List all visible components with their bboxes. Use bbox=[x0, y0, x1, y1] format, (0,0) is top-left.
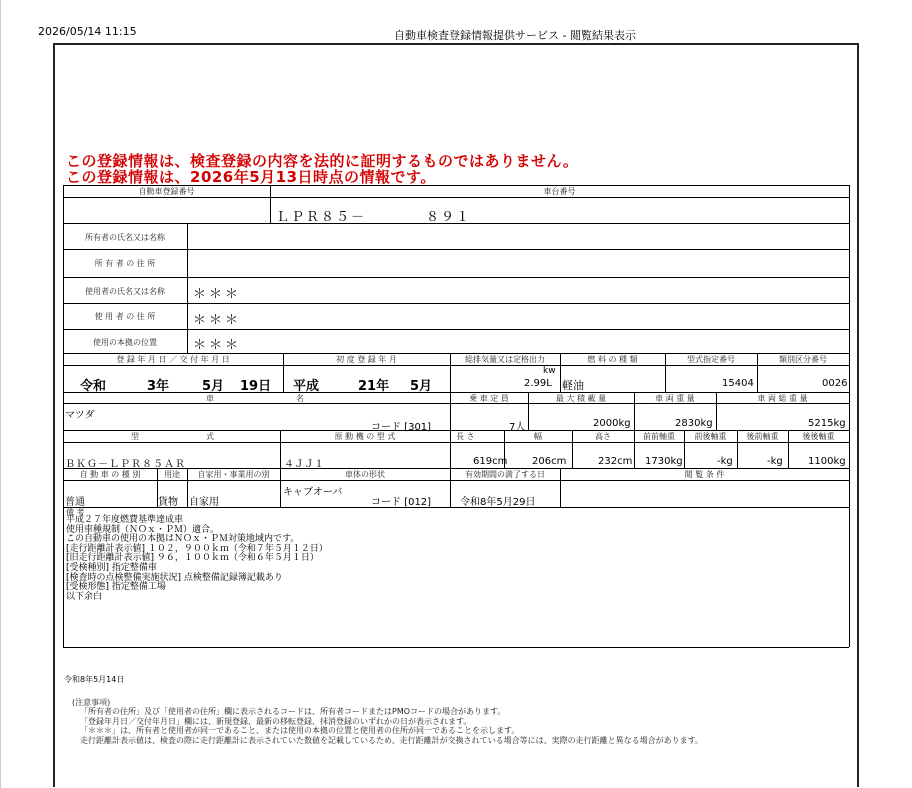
first-reg-month: 5月 bbox=[410, 379, 433, 394]
rr-axle-value: 1100kg bbox=[808, 456, 846, 467]
caution-line: 「所有者の住所」及び「使用者の住所」欄に表示されるコードは、所有者コードまたはPMOコードの場合があります。 bbox=[80, 707, 506, 717]
label-first-reg: 初 度 登 録 年 月 bbox=[336, 355, 397, 364]
label-ff-axle: 前前軸重 bbox=[643, 432, 675, 441]
remarks-line: 使用車種規制（ＮＯｘ・ＰＭ）適合。 bbox=[66, 524, 220, 535]
label-fuel: 燃 料 の 種 類 bbox=[587, 355, 638, 364]
body-value: キャブオーバ bbox=[283, 487, 343, 498]
remarks-line: [受検種別] 指定整備車 bbox=[66, 562, 157, 573]
issue-date: 令和8年5月14日 bbox=[64, 675, 125, 684]
caution-title: (注意事項) bbox=[72, 698, 111, 707]
user-addr-value: ＊＊＊ bbox=[193, 313, 242, 328]
first-reg-year: 21年 bbox=[358, 379, 390, 394]
name-code-value: コード [301] bbox=[371, 422, 432, 433]
label-max-load: 最 大 積 載 量 bbox=[555, 394, 607, 403]
caution-line: 走行距離計表示値は、検査の際に走行距離計に表示されていた数値を記載しているため、走行距離計が交換されている場合等には、実際の走行距離と異なる場合があります。 bbox=[80, 735, 704, 745]
label-view: 閲 覧 条 件 bbox=[684, 470, 725, 479]
label-owner-name: 所有者の氏名又は名称 bbox=[85, 233, 165, 242]
page-edge bbox=[0, 0, 1, 788]
remarks-line: [受検形態] 指定整備工場 bbox=[66, 582, 166, 593]
displacement-unit: kw bbox=[543, 366, 556, 376]
remarks-line: この自動車の使用の本拠はＮＯｘ・ＰＭ対策地域内です。 bbox=[66, 534, 300, 545]
height-value: 232cm bbox=[598, 456, 633, 467]
label-remarks: 備 考 bbox=[66, 508, 85, 517]
max-load-value: 2000kg bbox=[593, 418, 631, 429]
car-kind-value: 普通 bbox=[65, 497, 85, 508]
remarks-line: [検査時の点検整備実施状況] 点検整備記録簿記載あり bbox=[66, 572, 283, 583]
class-no-value: 0026 bbox=[822, 378, 848, 389]
maker-value: マツダ bbox=[65, 410, 95, 421]
weight-value: 2830kg bbox=[675, 418, 713, 429]
label-reg-no: 自動車登録番号 bbox=[138, 187, 195, 196]
remarks-line: 平成２７年度燃費基準達成車 bbox=[66, 515, 184, 525]
length-value: 619cm bbox=[473, 456, 508, 467]
label-length: 長 さ bbox=[456, 432, 475, 441]
model-value: ＢＫＧ－ＬＰＲ８５ＡＲ bbox=[65, 459, 186, 470]
remarks-line: 以下余白 bbox=[66, 591, 103, 602]
warning-legal: この登録情報は、検査登録の内容を法的に証明するものではありません。 bbox=[66, 152, 579, 170]
label-reg-date: 登 録 年 月 日 ／ 交 付 年 月 日 bbox=[116, 355, 230, 364]
label-gross-weight: 車 両 総 重 量 bbox=[757, 394, 808, 403]
reg-era: 令和 bbox=[80, 379, 107, 394]
label-fr-axle: 前後軸重 bbox=[694, 432, 727, 441]
capacity-value: 7人 bbox=[509, 422, 526, 433]
label-body: 車体の形状 bbox=[345, 470, 385, 479]
remarks-list bbox=[66, 516, 328, 602]
caution-line: 「登録年月日／交付年月日」欄には、新規登録、最新の移転登録、抹消登録のいずれかの日が表示されます。 bbox=[80, 716, 472, 726]
label-width: 幅 bbox=[534, 432, 542, 441]
cautions bbox=[72, 698, 703, 745]
label-private-biz: 自家用・事業用の別 bbox=[197, 470, 270, 479]
label-user-addr: 使 用 者 の 住 所 bbox=[94, 312, 156, 321]
label-expiry: 有効期間の満了する日 bbox=[465, 470, 545, 479]
fr-axle-value: -kg bbox=[717, 456, 733, 467]
label-model-2: 式 bbox=[206, 432, 214, 441]
label-class-no: 類別区分番号 bbox=[779, 355, 827, 364]
label-capacity: 乗 車 定 員 bbox=[469, 394, 509, 403]
width-value: 206cm bbox=[532, 456, 567, 467]
body-code-value: コード [012] bbox=[371, 497, 432, 508]
label-rr-axle: 後後軸重 bbox=[802, 432, 835, 441]
displacement-value: 2.99L bbox=[524, 378, 552, 389]
reg-no-value: ＬＰＲ８５－ ８９１ bbox=[276, 210, 472, 225]
label-rf-axle: 後前軸重 bbox=[746, 432, 779, 441]
label-car: 車 bbox=[206, 394, 214, 403]
label-engine: 原 動 機 の 型 式 bbox=[334, 432, 396, 441]
label-name: 名 bbox=[296, 394, 304, 403]
label-model: 型 bbox=[131, 432, 139, 441]
private-biz-value: 自家用 bbox=[189, 497, 219, 508]
type-no-value: 15404 bbox=[722, 378, 754, 389]
label-base-location: 使用の本拠の位置 bbox=[93, 338, 157, 347]
rf-axle-value: -kg bbox=[767, 456, 783, 467]
caution-line: 「＊＊＊」は、所有者と使用者が同一であること、または使用の本拠の位置と使用者の住所が同一であることを示します。 bbox=[80, 726, 520, 736]
label-displacement: 総排気量又は定格出力 bbox=[465, 355, 545, 364]
fuel-value: 軽油 bbox=[562, 379, 584, 392]
label-use: 用途 bbox=[164, 470, 180, 479]
user-name-value: ＊＊＊ bbox=[193, 287, 242, 302]
warning-date: この登録情報は、2026年5月13日時点の情報です。 bbox=[66, 168, 436, 186]
expiry-value: 令和8年5月29日 bbox=[460, 497, 536, 508]
label-chassis-no: 車台番号 bbox=[543, 187, 576, 196]
label-car-kind: 自 動 車 の 種 別 bbox=[79, 470, 141, 479]
label-weight: 車 両 重 量 bbox=[655, 394, 695, 403]
reg-month: 5月 bbox=[202, 379, 225, 394]
use-value: 貨物 bbox=[158, 497, 178, 508]
label-type-no: 型式指定番号 bbox=[687, 355, 735, 364]
label-height: 高さ bbox=[595, 432, 611, 441]
label-owner-addr: 所 有 者 の 住 所 bbox=[94, 259, 156, 268]
label-user-name: 使用者の氏名又は名称 bbox=[85, 287, 165, 296]
remarks-line: [走行距離計表示値] １０２，９００ｋｍ（令和７年５月１２日） bbox=[66, 543, 328, 554]
base-location-value: ＊＊＊ bbox=[193, 338, 242, 353]
page-title: 自動車検査登録情報提供サービス - 閲覧結果表示 bbox=[394, 29, 636, 42]
reg-year: 3年 bbox=[147, 379, 170, 394]
engine-value: ４ＪＪ１ bbox=[284, 459, 324, 470]
print-datetime: 2026/05/14 11:15 bbox=[38, 25, 137, 38]
ff-axle-value: 1730kg bbox=[645, 456, 683, 467]
remarks-line: [旧走行距離計表示値] ９６，１００ｋｍ（令和６年５月１日） bbox=[66, 553, 319, 564]
reg-day: 19日 bbox=[240, 379, 272, 394]
first-reg-era: 平成 bbox=[293, 379, 320, 394]
gross-weight-value: 5215kg bbox=[808, 418, 846, 429]
